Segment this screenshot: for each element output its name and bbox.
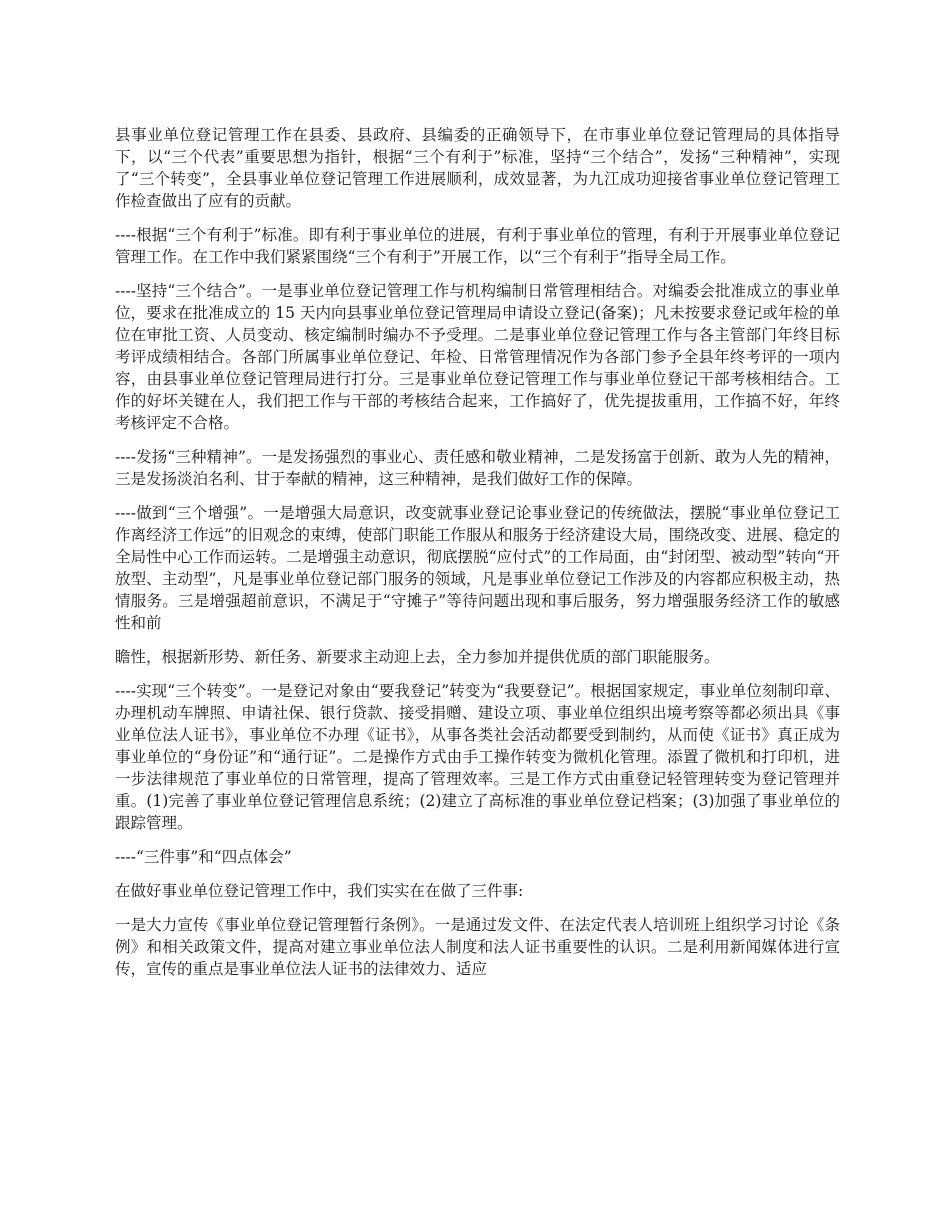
paragraph-intro: 县事业单位登记管理工作在县委、县政府、县编委的正确领导下，在市事业单位登记管理局的具体指导下，以“三个代表”重要思想为指针，根据“三个有利于”标准，坚持“三个结合”，发扬“三种精神”，实现了“三个转变”，全县事业单位登记管理工作进展顺利，成效显著，为九江成功迎接省事业单位登记管理工作检查做出了应有的贡献。 — [115, 126, 840, 210]
paragraph-continuation: 瞻性，根据新形势、新任务、新要求主动迎上去，全力参加并提供优质的部门职能服务。 — [115, 648, 720, 666]
paragraph-three-combinations: ----坚持“三个结合”。一是事业单位登记管理工作与机构编制日常管理相结合。对编委会批准成立的事业单位，要求在批准成立的 15 天内向县事业单位登记管理局申请设立登记(备案)；凡未按要求登记或年检的单位在审批工资、人员变动、核定编制时编办不予受理。二是事业单位登记管理工作与各主管部门年终目标考评成绩相结合。各部门所属事业单位登记、年检、日常管理情况作为各部门参予全县年终考评的一项内容，由县事业单位登记管理局进行打分。三是事业单位登记管理工作与事业单位登记干部考核相结合。工作的好坏关键在人，我们把工作与干部的考核结合起来，工作搞好了，优先提拔重用，工作搞不好，年终考核评定不合格。 — [115, 282, 840, 432]
paragraph-three-benefits: ----根据“三个有利于”标准。即有利于事业单位的进展，有利于事业单位的管理，有利于开展事业单位登记管理工作。在工作中我们紧紧围绕“三个有利于”开展工作，以“三个有利于”指导全局工作。 — [115, 226, 840, 266]
document-page — [115, 124, 840, 992]
paragraph-three-things-intro: 在做好事业单位登记管理工作中，我们实实在在做了三件事: — [115, 882, 524, 900]
paragraph-three-transformations: ----实现“三个转变”。一是登记对象由“要我登记”转变为“我要登记”。根据国家规定，事业单位刻制印章、办理机动车牌照、申请社保、银行贷款、接受捐赠、建设立项、事业单位组织出境考察等都必须出具《事业单位法人证书》，事业单位不办理《证书》，从事各类社会活动都要受到制约，从而使《证书》真正成为事业单位的“身份证”和“通行证”。二是操作方式由手工操作转变为微机化管理。添置了微机和打印机，进一步法律规范了事业单位的日常管理，提高了管理效率。三是工作方式由重登记轻管理转变为登记管理并重。(1)完善了事业单位登记管理信息系统；(2)建立了高标准的事业单位登记档案；(3)加强了事业单位的跟踪管理。 — [115, 682, 840, 832]
paragraph-first-thing: 一是大力宣传《事业单位登记管理暂行条例》。一是通过发文件、在法定代表人培训班上组织学习讨论《条例》和相关政策文件，提高对建立事业单位法人制度和法人证书重要性的认识。二是利用新闻媒体进行宣传，宣传的重点是事业单位法人证书的法律效力、适应 — [115, 916, 840, 978]
paragraph-three-spirits: ----发扬“三种精神”。一是发扬强烈的事业心、责任感和敬业精神，二是发扬富于创新、敢为人先的精神，三是发扬淡泊名利、甘于奉献的精神，这三种精神，是我们做好工作的保障。 — [115, 448, 840, 488]
paragraph-heading-three-things: ----“三件事”和“四点体会” — [115, 848, 292, 866]
paragraph-three-enhancements: ----做到“三个增强”。一是增强大局意识，改变就事业登记论事业登记的传统做法，摆脱“事业单位登记工作离经济工作远”的旧观念的束缚，使部门职能工作服从和服务于经济建设大局，围绕改变、进展、稳定的全局性中心工作而运转。二是增强主动意识，彻底摆脱“应付式”的工作局面，由“封闭型、被动型”转向“开放型、主动型”，凡是事业单位登记部门服务的领域，凡是事业单位登记工作涉及的内容都应积极主动，热情服务。三是增强超前意识，不满足于“守摊子”等待问题出现和事后服务，努力增强服务经济工作的敏感性和前 — [115, 504, 840, 632]
